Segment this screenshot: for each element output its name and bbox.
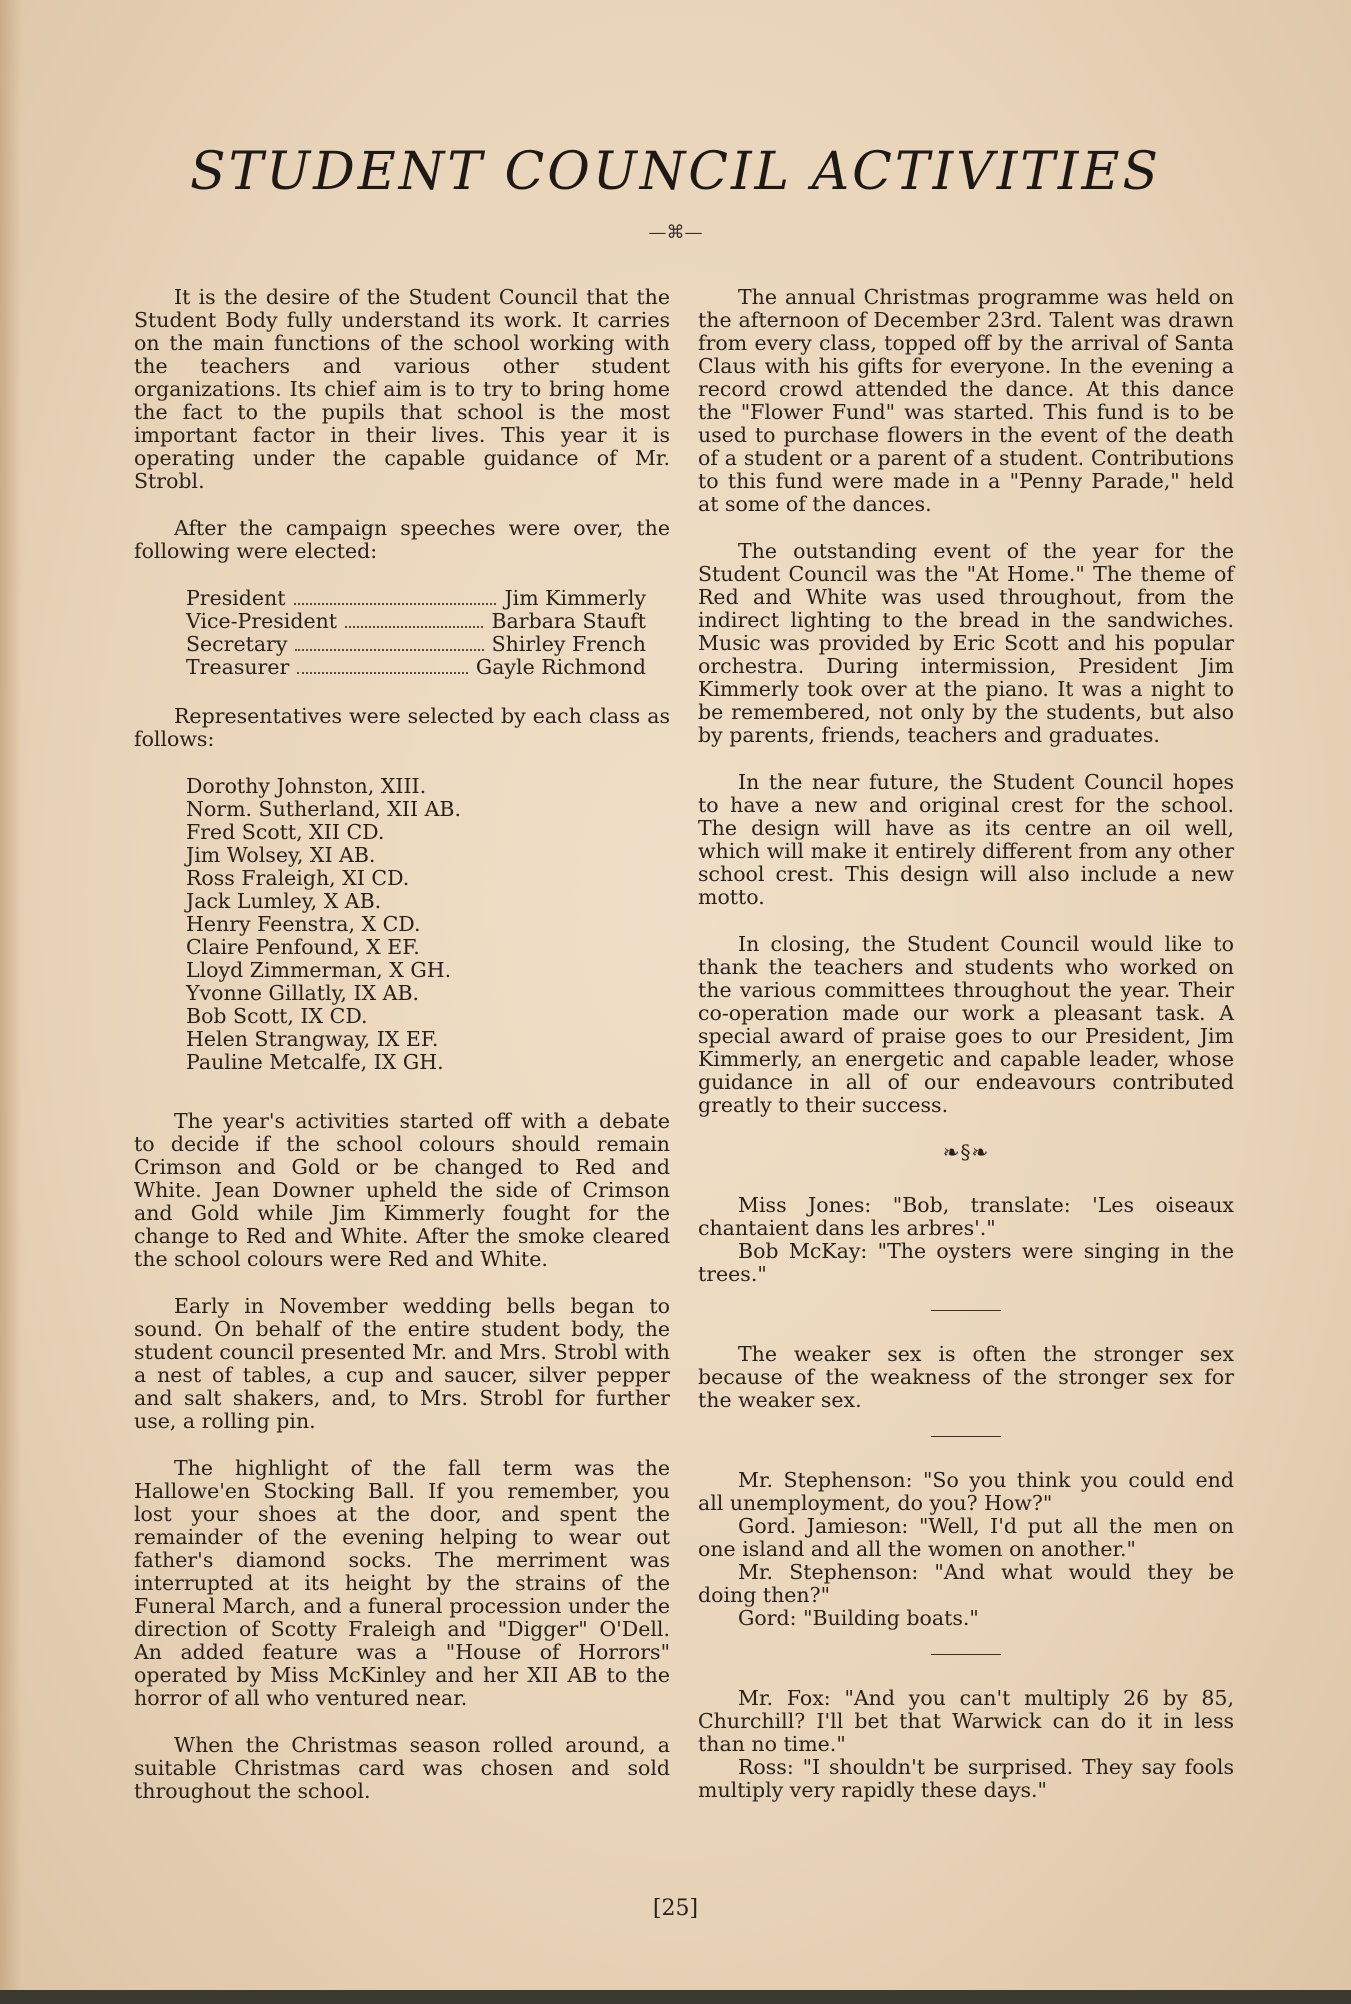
list-item: Helen Strangway, IX EF.	[186, 1027, 439, 1051]
list-item: Lloyd Zimmerman, X GH.	[186, 958, 452, 982]
joke-unemployment	[698, 1469, 1234, 1630]
list-item: Norm. Sutherland, XII AB.	[186, 797, 461, 821]
joke-line: Mr. Fox: "And you can't multiply 26 by 85, Churchill? I'll bet that Warwick can do it in less than no time."	[698, 1686, 1234, 1756]
crest-paragraph: In the near future, the Student Council hopes to have a new and original crest for the school. The design will have as its centre an oil well, which will make it entirely different from any other school crest. This design will also include a new motto.	[698, 770, 1234, 909]
joke-line: Gord. Jamieson: "Well, I'd put all the men on one island and all the women on another."	[698, 1514, 1234, 1561]
officer-row	[186, 656, 646, 679]
halloween-paragraph: The highlight of the fall term was the Hallowe'en Stocking Ball. If you remember, you lost your shoes at the door, and spent the remainder of the evening helping to wear out father's diamond socks. The merriment was interrupted at its height by the strains of the Funeral March, and a funeral procession under the direction of Scotty Fraleigh and "Digger" O'Dell. An added feature was a "House of Horrors" operated by Miss McKinley and her XII AB to the horror of all who ventured near.	[134, 1456, 670, 1710]
officer-name: Shirley French	[491, 632, 646, 656]
list-item: Fred Scott, XII CD.	[186, 820, 385, 844]
list-item: Pauline Metcalfe, IX GH.	[186, 1050, 444, 1074]
reps-intro-paragraph: Representatives were selected by each class as follows:	[134, 704, 670, 751]
officers-list	[186, 587, 646, 679]
closing-paragraph: In closing, the Student Council would like to thank the teachers and students who worked on the various committees throughout the year. Their co-operation made our work a pleasant task. A special award of praise goes to our President, Jim Kimmerly, an energetic and capable leader, whose guidance in all of our endeavours contributed greatly to their success.	[698, 932, 1234, 1117]
list-item: Yvonne Gillatly, IX AB.	[186, 981, 420, 1005]
joke-line: Mr. Stephenson: "So you think you could end all unemployment, do you? How?"	[698, 1468, 1234, 1515]
fleuron-ornament: ❧§❧	[942, 1140, 990, 1164]
list-item: Jim Wolsey, XI AB.	[186, 843, 376, 867]
list-item: Jack Lumley, X AB.	[186, 889, 382, 913]
wedding-paragraph: Early in November wedding bells began to sound. On behalf of the entire student body, the student council presented Mr. and Mrs. Strobl with a nest of tables, a cup and saucer, silver pepper and salt shakers, and, to Mrs. Strobl for further use, a rolling pin.	[134, 1294, 670, 1433]
at-home-paragraph: The outstanding event of the year for the Student Council was the "At Home." The theme of Red and White was used throughout, from the indirect lighting to the bread in the sandwiches. Music was provided by Eric Scott and his popular orchestra. During intermission, President Jim Kimmerly took over at the piano. It was a night to be remembered, not only by the students, but also by parents, friends, teachers and graduates.	[698, 539, 1234, 747]
intro-paragraph: It is the desire of the Student Council that the Student Body fully understand its work. It carries on the main functions of the school working with the teachers and various other student organizations. Its chief aim is to try to bring home the fact to the pupils that school is the most important factor in their lives. This year it is operating under the capable guidance of Mr. Strobl.	[134, 285, 670, 493]
officer-role: Treasurer	[186, 655, 290, 679]
title-ornament: —⌘—	[648, 222, 703, 243]
officer-name: Barbara Stauft	[491, 609, 646, 633]
joke-line: Mr. Stephenson: "And what would they be doing then?"	[698, 1560, 1234, 1607]
officer-role: Vice-President	[186, 609, 338, 633]
officer-row	[186, 610, 646, 633]
list-item: Claire Penfound, X EF.	[186, 935, 420, 959]
joke-line: Bob McKay: "The oysters were singing in the trees."	[698, 1239, 1234, 1286]
joke-line: Gord: "Building boats."	[738, 1606, 979, 1630]
joke-multiply	[698, 1687, 1234, 1802]
joke-weaker-sex	[698, 1343, 1234, 1412]
joke-line: The weaker sex is often the stronger sex because of the weakness of the stronger sex for the weaker sex.	[698, 1342, 1234, 1412]
debate-paragraph: The year's activities started off with a debate to decide if the school colours should remain Crimson and Gold or be changed to Red and White. Jean Downer upheld the side of Crimson and Gold while Jim Kimmerly fought for the change to Red and White. After the smoke cleared the school colours were Red and White.	[134, 1109, 670, 1271]
elected-paragraph: After the campaign speeches were over, the following were elected:	[134, 516, 670, 563]
page-number: [25]	[652, 1896, 699, 1921]
list-item: Dorothy Johnston, XIII.	[186, 774, 427, 798]
leader-dots	[295, 649, 483, 651]
representatives-list	[186, 775, 670, 1074]
officer-name: Gayle Richmond	[475, 655, 646, 679]
page-title: STUDENT COUNCIL ACTIVITIES	[189, 142, 1162, 202]
officer-row	[186, 633, 646, 656]
separator-rule	[931, 1310, 1001, 1311]
officer-name: Jim Kimmerly	[504, 586, 646, 610]
left-column	[134, 286, 670, 1827]
officer-role: President	[186, 586, 286, 610]
separator-rule	[931, 1654, 1001, 1655]
officer-role: Secretary	[186, 632, 288, 656]
list-item: Bob Scott, IX CD.	[186, 1004, 368, 1028]
right-column	[698, 286, 1234, 1802]
leader-dots	[297, 672, 468, 674]
list-item: Ross Fraleigh, XI CD.	[186, 866, 410, 890]
leader-dots	[294, 603, 497, 605]
list-item: Henry Feenstra, X CD.	[186, 912, 421, 936]
joke-line: Ross: "I shouldn't be surprised. They say fools multiply very rapidly these days."	[698, 1755, 1234, 1802]
christmas-paragraph: The annual Christmas programme was held on the afternoon of December 23rd. Talent was drawn from every class, topped off by the arrival of Santa Claus with his gifts for everyone. In the evening a record crowd attended the dance. At this dance the "Flower Fund" was started. This fund is to be used to purchase flowers in the event of the death of a student or a parent of a student. Contributions to this fund were made in a "Penny Parade," held at some of the dances.	[698, 285, 1234, 516]
leader-dots	[345, 626, 483, 628]
separator-rule	[931, 1436, 1001, 1437]
joke-translation	[698, 1194, 1234, 1286]
joke-line: Miss Jones: "Bob, translate: 'Les oiseaux chantaient dans les arbres'."	[698, 1193, 1234, 1240]
officer-row	[186, 587, 646, 610]
christmas-card-paragraph: When the Christmas season rolled around, a suitable Christmas card was chosen and sold throughout the school.	[134, 1733, 670, 1803]
